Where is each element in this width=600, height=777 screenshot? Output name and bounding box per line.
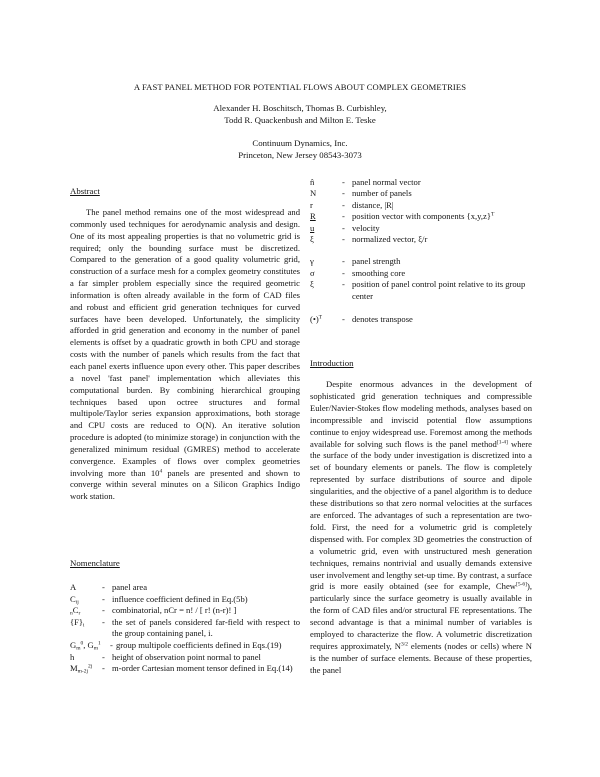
nom-definition: position vector with components {x,y,z} xyxy=(352,211,491,222)
nom-symbol: G xyxy=(70,639,77,650)
nom-symbol: A xyxy=(70,582,77,592)
nomenclature-item: $G_m^0$, $G_m^1$ - group multipole coefficients defined in Eqs.(19) xyxy=(70,640,300,652)
nomenclature-item: u - velocity xyxy=(310,223,532,234)
nom-definition: panel strength xyxy=(352,256,401,267)
nom-symbol: n̂ xyxy=(310,177,315,187)
nom-definition: smoothing core xyxy=(352,267,406,278)
nom-definition: distance, |R| xyxy=(352,199,394,210)
nom-definition: denotes transpose xyxy=(352,314,413,325)
nomenclature-item: r - distance, |R| xyxy=(310,200,532,211)
paper-title: A FAST PANEL METHOD FOR POTENTIAL FLOWS ABOUT COMPLEX GEOMETRIES xyxy=(133,82,467,92)
nom-definition: position of panel control point relative to its group center xyxy=(352,279,526,301)
authors-line-2: Todd R. Quackenbush and Milton E. Teske xyxy=(224,115,376,125)
nomenclature-item: N - number of panels xyxy=(310,188,532,199)
nom-definition: normalized vector, ξ/r xyxy=(352,234,428,245)
nom-definition: group multipole coefficients defined in Eqs.(19) xyxy=(116,639,282,650)
author-block xyxy=(0,102,600,126)
nomenclature-section xyxy=(70,558,300,675)
nom-definition: height of observation point normal to panel xyxy=(112,651,261,662)
nom-symbol: γ xyxy=(310,256,314,267)
affiliation-line-2: Princeton, New Jersey 08543-3073 xyxy=(238,150,362,160)
abstract-text-a: The panel method remains one of the most widespread and commonly used techniques for aerodynamic analysis and design. One of its most appealing properties is that no volumetric grid is required; only the bounding surface must be discretized. Compared to the generation of a good quality volumetric grid, construction of a surface mesh for a complex geometry constitutes a far simpler problem especially since the required geometric information is often already available in the form of CAD files and robust and efficient grid generation techniques for curved surfaces have been developed. Unfortunately, the simplicity afforded in grid generation and economy in the number of panel elements is offset by a quadratic growth in both CPU and storage costs with the number of panels which results from the fact that each panel exerts influence upon every other. This paper describes a novel 'fast panel' implementation which alleviates this computational burden. By combining hierarchical grouping techniques based upon octree structures and formal multipole/Taylor series expansion approximations, both storage and CPU costs are reduced to O(N). An iterative solution procedure is adopted (to minimize storage) in conjunction with the generalized minimum residual (GMRES) method to accelerate convergence. Examples of flows over complex geometries involving more than 10 xyxy=(70,207,300,478)
nomenclature-item: (•)$^T$ - denotes transpose xyxy=(310,314,532,325)
nomenclature-item: ξ - normalized vector, ξ/r xyxy=(310,234,532,245)
nomenclature-item: $M_{m-2j}^{2j}$ - m-order Cartesian moment tensor defined in Eq.(14) xyxy=(70,663,300,675)
nomenclature-item: σ - smoothing core xyxy=(310,268,532,279)
nomenclature-item: h - height of observation point normal to panel xyxy=(70,652,300,664)
nomenclature-item: $\{F\}_i$ - the set of panels considered far-field with respect to the group containing panel, i. xyxy=(70,616,300,639)
nomenclature-item: ξ - position of panel control point relative to its group center xyxy=(310,279,532,302)
nomenclature-continued xyxy=(310,177,532,325)
nom-definition: number of panels xyxy=(352,188,412,199)
nom-symbol: R xyxy=(310,211,316,222)
nomenclature-item: n̂ - panel normal vector xyxy=(310,177,532,188)
nom-definition: influence coefficient defined in Eq.(5b) xyxy=(112,593,248,604)
introduction-body: Despite enormous advances in the development of sophisticated grid generation techniques and compressible Euler/Navier-Stokes flow modeling methods, analyses based on incompressible and inviscid potential flow assumptions continue to enjoy widespread use. Foremost among the methods available for solving such flows is the panel method[1-4] where the surface of the body under investigation is discretized into a set of boundary elements or panels. The flow is completely represented by surface distributions of source and dipole singularities, and the objective of a panel algorithm is to deduce these distributions so that zero normal velocities at the surfaces are enforced. The advantages of such a representation are two-fold. First, the need for a volumetric grid is completely dispensed with. For complex 3D geometries the construction of a volumetric grid, even with unstructured mesh generation techniques, remains nontrivial and usually demands extensive user involvement and lengthy set-up time. By contrast, a surface grid is more easily obtained (see for example, Chew[5-6]), particularly since the surface geometry is usually available in the form of CAD files and/or structural FE representations. The second advantage is that a minimal number of variables is employed to characterize the flow. A volumetric discretization requires approximately, $N^{3/2}$ elements (nodes or cells) where N is the number of surface elements. Because of these properties, the panel xyxy=(310,379,532,675)
nom-symbol: ξ xyxy=(310,279,314,290)
nomenclature-heading: Nomenclature xyxy=(70,558,120,568)
nom-symbol: C xyxy=(70,593,76,604)
nom-definition: panel normal vector xyxy=(352,177,421,187)
nom-symbol: N xyxy=(310,188,317,199)
introduction-section xyxy=(310,358,532,677)
nom-symbol: C xyxy=(72,605,79,616)
abstract-section xyxy=(70,186,300,503)
nom-definition: combinatorial, nCr = n! / [ r! (n-r)! ] xyxy=(112,605,237,616)
nom-symbol: M xyxy=(70,663,78,674)
nomenclature-item: R - position vector with components $\{x,y,z\}^T$ xyxy=(310,211,495,222)
nom-symbol: r xyxy=(310,199,313,210)
affiliation-line-1: Continuum Dynamics, Inc. xyxy=(252,138,348,148)
affiliation-block xyxy=(0,137,600,161)
nom-symbol: h xyxy=(70,651,75,662)
nom-symbol: ξ xyxy=(310,234,314,245)
abstract-body xyxy=(70,207,300,503)
nom-symbol: u xyxy=(310,222,315,233)
nom-definition: panel area xyxy=(112,582,148,592)
nom-symbol: (•) xyxy=(310,314,319,325)
abstract-text-b: panels are presented and shown to converge within several minutes on a Silicon Graphics Indigo work station. xyxy=(70,467,301,502)
authors-line-1: Alexander H. Boschitsch, Thomas B. Curbishley, xyxy=(213,103,387,113)
abstract-sup: 4 xyxy=(159,468,163,475)
nom-definition: the set of panels considered far-field with respect to the group containing panel, i. xyxy=(112,616,300,639)
nom-definition: m-order Cartesian moment tensor defined in Eq.(14) xyxy=(112,663,293,674)
nomenclature-item: A - panel area xyxy=(70,582,300,594)
nom-symbol: σ xyxy=(310,267,315,278)
nom-symbol: {F} xyxy=(70,616,84,627)
citation-ref: [1-4] xyxy=(496,439,508,446)
citation-ref: [5-6] xyxy=(515,581,527,588)
nomenclature-item: $_nC_r$ - combinatorial, nCr = n! / [ r! (n-r)! ] xyxy=(70,605,300,617)
introduction-heading: Introduction xyxy=(310,358,354,368)
abstract-heading: Abstract xyxy=(70,186,100,196)
nomenclature-item: γ - panel strength xyxy=(310,256,532,267)
nom-definition: velocity xyxy=(352,222,380,233)
nomenclature-item: $C_{ij}$ - influence coefficient defined in Eq.(5b) xyxy=(70,594,300,606)
